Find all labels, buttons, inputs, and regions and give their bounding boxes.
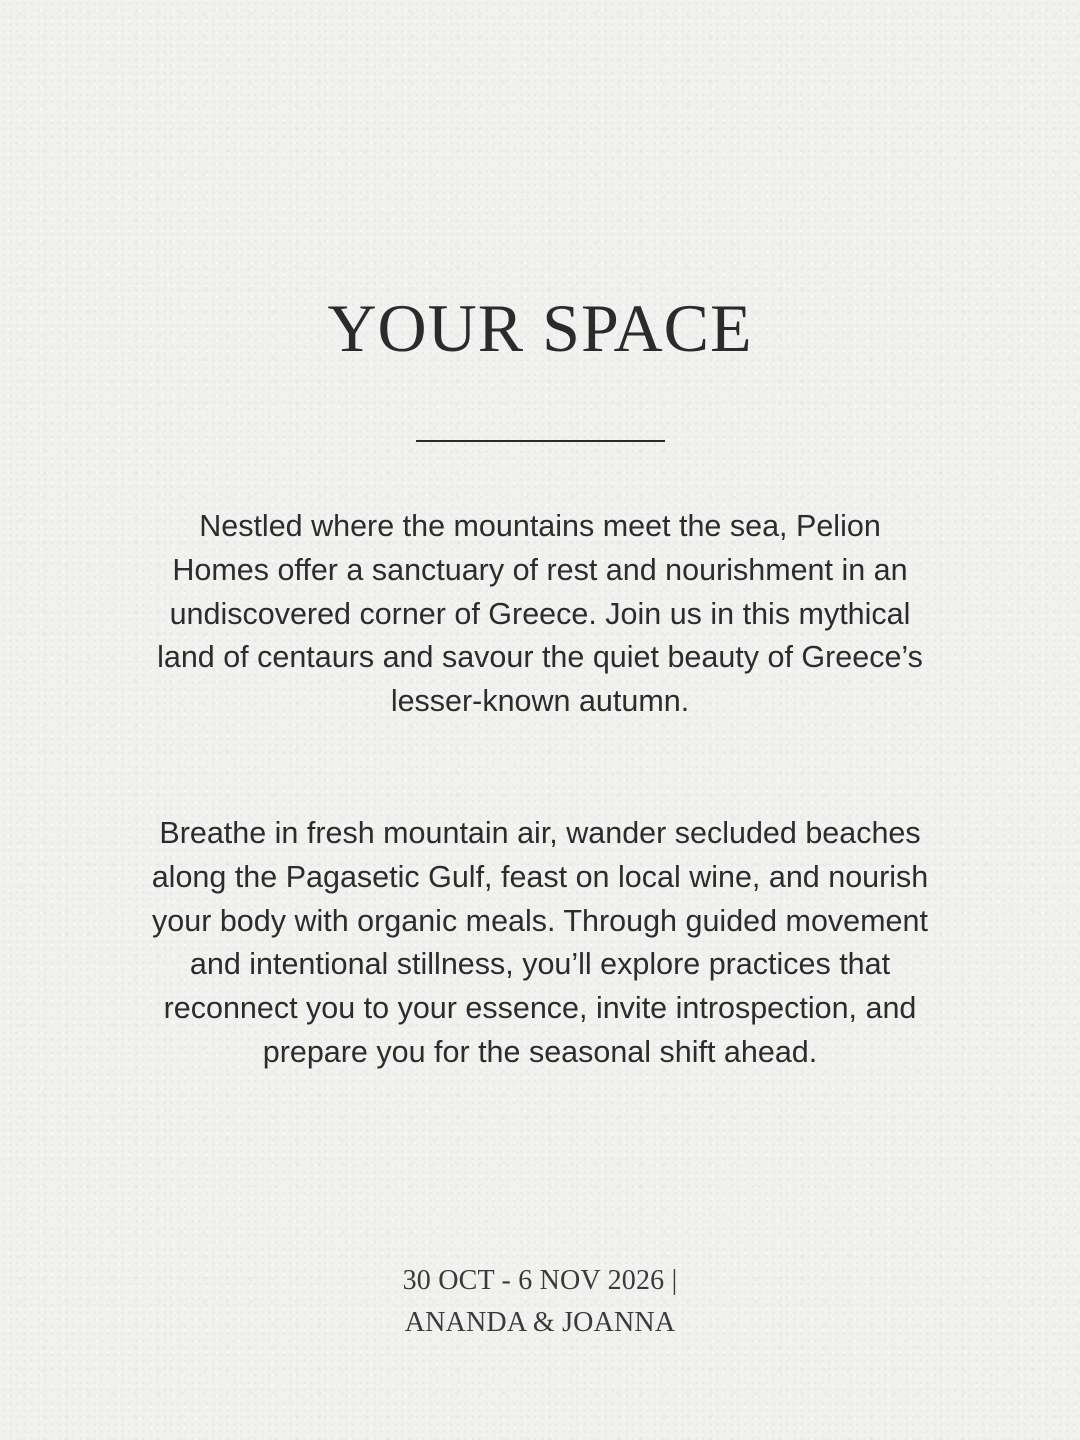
retreat-dates: 30 OCT - 6 NOV 2026 | <box>402 1265 678 1296</box>
retreat-hosts: ANANDA & JOANNA <box>404 1307 676 1338</box>
footer <box>0 1260 1080 1344</box>
details-paragraph: Breathe in fresh mountain air, wander secluded beaches along the Pagasetic Gulf, feast on local wine, and nourish your body with organic meals. Through guided movement and intentional stillness, you’ll explore practices that reconnect you to your essence, invite introspection, and prepare you for the seasonal shift ahead. <box>151 816 929 1069</box>
intro-paragraph: Nestled where the mountains meet the sea, Pelion Homes offer a sanctuary of rest and nourishment in an undiscovered corner of Greece. Join us in this mythical land of centaurs and savour the quiet beauty of Greece’s lesser-known autumn. <box>157 509 923 719</box>
page-title: YOUR SPACE <box>327 290 753 366</box>
title-divider <box>416 440 665 442</box>
